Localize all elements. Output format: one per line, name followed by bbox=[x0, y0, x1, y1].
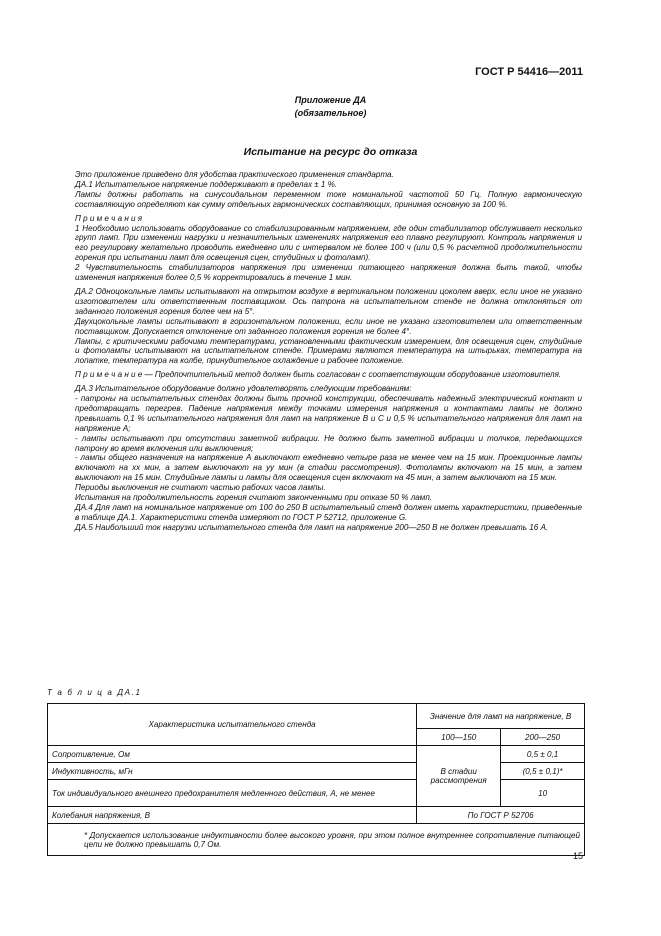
sub-header: 100—150 bbox=[417, 729, 501, 746]
appendix-title: Приложение ДА bbox=[294, 95, 367, 105]
document-body bbox=[75, 170, 582, 533]
notes-heading: П р и м е ч а н и я bbox=[75, 213, 143, 223]
spec-table bbox=[47, 703, 585, 856]
row-label: Колебания напряжения, В bbox=[48, 807, 417, 824]
page-number: 15 bbox=[572, 851, 583, 861]
paragraph: Периоды выключения не считают частью рабочих часов лампы. bbox=[75, 483, 326, 493]
paragraph: Лампы должны работать на синусоидальном переменном токе номинальной частотой 50 Гц. Полную гармоническую составляющую определяют как сумму отдельных гармонических составляющих, принимая основную за 100 %. bbox=[75, 189, 582, 209]
table-footnote: * Допускается использование индуктивности более высокого уровня, при этом полное внутреннее сопротивление питающей цепи не должно превышать 0,7 Ом. bbox=[48, 824, 585, 856]
col-header: Характеристика испытательного стенда bbox=[48, 704, 417, 746]
appendix-subtitle: (обязательное) bbox=[294, 108, 367, 118]
paragraph: ДА.1 Испытательное напряжение поддерживают в пределах ± 1 %. bbox=[75, 179, 338, 189]
row-label: Индуктивность, мГн bbox=[48, 763, 417, 780]
table-caption: Т а б л и ц а ДА.1 bbox=[47, 688, 142, 697]
standard-header: ГОСТ Р 54416—2011 bbox=[475, 66, 583, 78]
paragraph: ДА.5 Наибольший ток нагрузки испытательного стенда для ламп на напряжение 200—250 В не должен превышать 16 А. bbox=[75, 522, 549, 532]
row-value: 10 bbox=[501, 780, 585, 807]
group-header: Значение для ламп на напряжение, В bbox=[417, 704, 585, 729]
paragraph: ДА.3 Испытательное оборудование должно удовлетворять следующим требованиям: bbox=[75, 384, 412, 394]
row-value: 0,5 ± 0,1 bbox=[501, 746, 585, 763]
row-label: Ток индивидуального внешнего предохранителя медленного действия, А, не менее bbox=[48, 780, 417, 807]
paragraph: ДА.2 Одноцокольные лампы испытывают на открытом воздухе в вертикальном положении цоколем вверх, если иное не указано изготовителем или ответственным поставщиком. Ось патрона на испытательном стенде не должна отклоняться от заданного положения горения более чем на 5°. bbox=[75, 286, 582, 316]
row-label: Сопротивление, Ом bbox=[48, 746, 417, 763]
paragraph: Лампы, с критическими рабочими температурами, установленными фактическим измерением, для освещения сцен, студийные и фотолампы испытывают на испытательном стенде. Примерами являются температура на штырьках, температура на лопатке, температура на колбе, принудительное охлаждение и рабочее положение. bbox=[75, 336, 582, 366]
paragraph: Это приложение приведено для удобства практического применения стандарта. bbox=[75, 170, 394, 179]
paragraph: Двухцокольные лампы испытывают в горизонтальном положении, если иное не указано изготовителем или ответственным поставщиком. Допускается отклонение от заданного положения горения не более 4°. bbox=[75, 316, 582, 336]
list-item: - лампы общего назначения на напряжение А выключают ежедневно четыре раза не менее чем на 15 мин. Проекционные лампы включают на хх мин, а затем выключают на уу мин (в стадии рассмотрения). Фотолампы включают на 15 мин, а затем выключают на 15 мин. Студийные лампы и лампы для освещения сцен включают на 45 мин, а затем выключают на 15 мин. bbox=[75, 453, 582, 483]
merged-value: В стадии рассмотрения bbox=[417, 746, 501, 807]
sub-header: 200—250 bbox=[501, 729, 585, 746]
section-title: Испытание на ресурс до отказа bbox=[243, 146, 418, 158]
row-value: По ГОСТ Р 52706 bbox=[417, 807, 585, 824]
paragraph: Испытания на продолжительность горения считают законченными при отказе 50 % ламп. bbox=[75, 493, 433, 503]
row-value: (0,5 ± 0,1)* bbox=[501, 763, 585, 780]
paragraph: ДА.4 Для ламп на номинальное напряжение от 100 до 250 В испытательный стенд должен иметь характеристики, приведенные в таблице ДА.1. Характеристики стенда измеряют по ГОСТ Р 52712, приложение G. bbox=[75, 503, 582, 522]
list-item: - патроны на испытательных стендах должны быть прочной конструкции, обеспечивать надежный электрический контакт и предотвращать перегрев. Падение напряжения между точками измерения напряжения и контактами лампы не должно превышать 0,1 % испытательного напряжения для ламп на напряжение В и С и 0,5 % испытательного напряжения для ламп на напряжение А; bbox=[75, 394, 582, 433]
note-2: 2 Чувствительность стабилизаторов напряжения при изменении питающего напряжения должна быть такой, чтобы изменения напряжения более 0,5 % корректировались в течение 1 мин. bbox=[75, 263, 582, 283]
note-1: 1 Необходимо использовать оборудование со стабилизированным напряжением, где один стабилизатор обслуживает несколько групп ламп. При изменении нагрузки и незначительных изменениях напряжения его плавно регулируют. Контроль напряжения и его регулировку желательно проводить ежедневно или с интервалом не более 100 ч (или 0,5 % расчетной продолжительности горения при испытании ламп для освещения сцен, студийных и фотоламп). bbox=[75, 223, 582, 263]
note: П р и м е ч а н и е — Предпочтительный метод должен быть согласован с соответствующим оборудование изготовителя. bbox=[75, 370, 562, 380]
list-item: - лампы испытывают при отсутствии заметной вибрации. Не должно быть заметной вибрации и толчков, передающихся патрону во время включения или выключения; bbox=[75, 433, 582, 453]
